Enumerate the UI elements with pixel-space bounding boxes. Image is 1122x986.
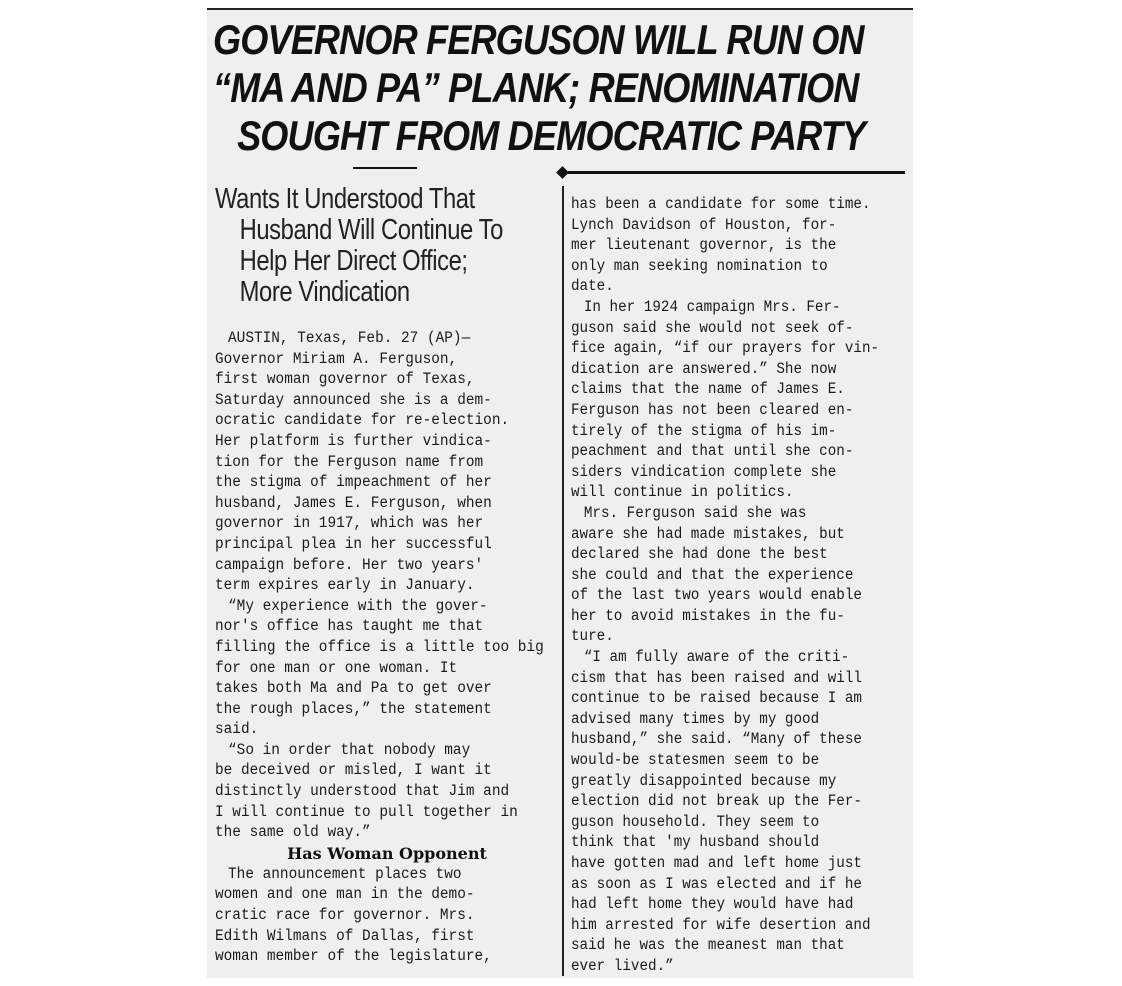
- text-line: the same old way.”: [215, 823, 371, 842]
- text-line: has been a candidate for some time.: [571, 195, 871, 213]
- column-divider: [562, 186, 564, 976]
- deck-line-1: Wants It Understood That: [215, 183, 475, 215]
- text-line: for one man or one woman. It: [215, 658, 458, 677]
- text-line: she could and that the experience: [571, 565, 854, 584]
- column-rule-left: [353, 167, 417, 169]
- text-line: claims that the name of James E.: [571, 380, 845, 399]
- text-line: guson household. They seem to: [571, 812, 820, 831]
- text-line: date.: [571, 277, 614, 296]
- text-line: term expires early in January.: [215, 576, 475, 595]
- text-line: of the last two years would enable: [571, 586, 862, 605]
- text-line: think that 'my husband should: [571, 833, 820, 852]
- text-line: had left home they would have had: [571, 895, 854, 914]
- headline-line-2: “MA AND PA” PLANK; RENOMINATION: [213, 64, 859, 111]
- text-line: first woman governor of Texas,: [215, 370, 475, 389]
- text-line: be deceived or misled, I want it: [215, 761, 492, 780]
- text-line: advised many times by my good: [571, 709, 820, 728]
- column-rule-right: [562, 171, 905, 174]
- text-line: Governor Miriam A. Ferguson,: [215, 349, 458, 368]
- headline-line-3: SOUGHT FROM DEMOCRATIC PARTY: [237, 112, 866, 159]
- text-line: woman member of the legislature,: [215, 947, 492, 966]
- text-line: her to avoid mistakes in the fu-: [571, 606, 845, 625]
- text-line: peachment and that until she con-: [571, 442, 854, 461]
- deck-headline: [215, 184, 559, 308]
- text-line: tion for the Ferguson name from: [215, 452, 484, 471]
- text-line: cism that has been raised and will: [571, 668, 862, 687]
- text-line: ever lived.”: [571, 956, 674, 975]
- text-line: Edith Wilmans of Dallas, first: [215, 926, 475, 945]
- text-line: have gotten mad and left home just: [571, 854, 862, 872]
- text-line: would-be statesmen seem to be: [571, 751, 820, 770]
- text-line: fice again, “if our prayers for vin-: [571, 339, 880, 358]
- text-line: distinctly understood that Jim and: [215, 782, 510, 801]
- text-line: said he was the meanest man that: [571, 936, 845, 955]
- text-line: Mrs. Ferguson said she was: [583, 503, 807, 522]
- text-line: Saturday announced she is a dem-: [215, 390, 492, 409]
- text-line: election did not break up the Fer-: [571, 792, 862, 811]
- text-line: governor in 1917, which was her: [215, 514, 484, 533]
- text-line: him arrested for wife desertion and: [571, 915, 871, 934]
- text-line: mer lieutenant governor, is the: [571, 236, 837, 255]
- text-line: will continue in politics.: [571, 483, 794, 502]
- text-line: siders vindication complete she: [571, 462, 837, 481]
- deck-line-3: Help Her Direct Office;: [239, 245, 468, 277]
- text-line: Her platform is further vindica-: [215, 431, 492, 450]
- text-line: tirely of the stigma of his im-: [571, 421, 837, 440]
- text-line: filling the office is a little too big: [215, 637, 544, 656]
- text-line: Lynch Davidson of Houston, for-: [571, 215, 837, 234]
- right-body-text: [571, 194, 913, 977]
- text-line: the stigma of impeachment of her: [215, 473, 492, 492]
- left-column: [215, 184, 559, 967]
- text-line: the rough places,” the statement: [215, 699, 492, 718]
- right-column: [571, 194, 913, 977]
- text-line: Ferguson has not been cleared en-: [571, 400, 854, 419]
- text-line: dication are answered.” She now: [571, 359, 837, 378]
- left-body-text: [215, 328, 559, 967]
- headline: [213, 16, 913, 160]
- text-line: women and one man in the demo-: [215, 885, 475, 904]
- text-line: continue to be raised because I am: [571, 689, 862, 708]
- text-line: campaign before. Her two years': [215, 555, 484, 574]
- text-line: ture.: [571, 627, 614, 646]
- text-line: “So in order that nobody may: [228, 740, 471, 759]
- text-line: “My experience with the gover-: [228, 596, 488, 615]
- deck-line-4: More Vindication: [239, 276, 410, 308]
- text-line: AUSTIN, Texas, Feb. 27 (AP)—: [228, 329, 471, 347]
- text-line: husband,” she said. “Many of these: [571, 730, 862, 749]
- newspaper-clipping: [207, 8, 913, 978]
- text-line: greatly disappointed because my: [571, 771, 837, 790]
- text-line: aware she had made mistakes, but: [571, 524, 845, 543]
- text-line: husband, James E. Ferguson, when: [215, 493, 492, 512]
- subhead: Has Woman Opponent: [287, 843, 487, 863]
- text-line: I will continue to pull together in: [215, 802, 518, 821]
- text-line: guson said she would not seek of-: [571, 318, 854, 337]
- text-line: takes both Ma and Pa to get over: [215, 679, 492, 698]
- text-line: nor's office has taught me that: [215, 617, 484, 636]
- headline-line-1: GOVERNOR FERGUSON WILL RUN ON: [213, 16, 864, 63]
- text-line: said.: [215, 720, 259, 739]
- text-line: “I am fully aware of the criti-: [583, 648, 850, 667]
- text-line: cratic race for governor. Mrs.: [215, 906, 475, 925]
- text-line: The announcement places two: [228, 864, 462, 883]
- deck-line-2: Husband Will Continue To: [239, 214, 503, 246]
- text-line: as soon as I was elected and if he: [571, 874, 862, 893]
- text-line: principal plea in her successful: [215, 534, 492, 553]
- text-line: In her 1924 campaign Mrs. Fer-: [583, 297, 841, 316]
- top-rule: [207, 8, 913, 10]
- text-line: declared she had done the best: [571, 545, 828, 564]
- text-line: ocratic candidate for re-election.: [215, 411, 510, 430]
- text-line: only man seeking nomination to: [571, 256, 828, 275]
